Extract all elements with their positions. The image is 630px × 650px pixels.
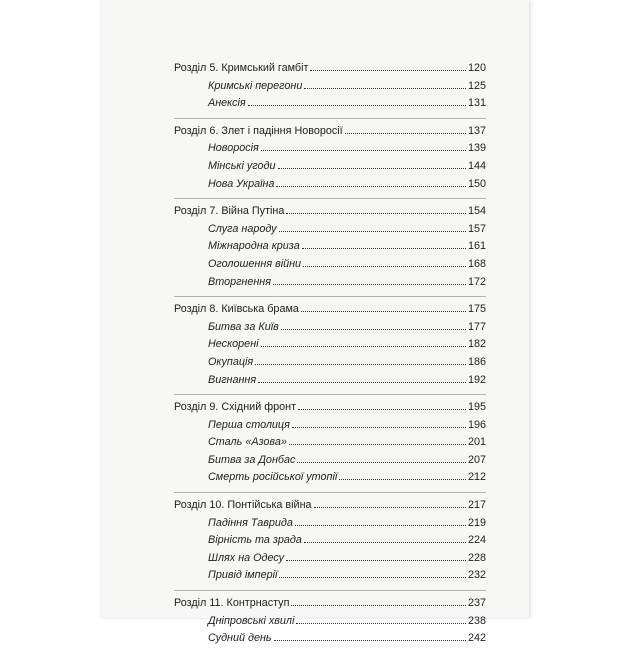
subentry-title: Окупація [208, 355, 254, 368]
subentry-title: Падіння Таврида [208, 516, 293, 529]
dot-leader [310, 62, 466, 71]
subentry-title: Оголошення війни [208, 257, 302, 270]
toc-chapter-heading [174, 401, 486, 419]
dot-leader [276, 178, 466, 187]
page-number: 219 [467, 516, 486, 529]
chapter-title: Розділ 9. Східний фронт [174, 401, 297, 414]
subentry-title: Перша столиця [208, 418, 290, 431]
page-number: 212 [467, 471, 486, 484]
page-number: 161 [467, 240, 486, 253]
dot-leader [303, 258, 466, 267]
dot-leader [296, 615, 466, 624]
page-number: 195 [467, 401, 486, 414]
page-number: 232 [467, 569, 486, 582]
toc-subentry [174, 338, 486, 356]
dot-leader [281, 321, 466, 330]
toc-subentry [174, 160, 486, 178]
toc-chapter [174, 62, 486, 115]
toc-chapter-heading [174, 62, 486, 80]
toc-chapter-heading [174, 597, 486, 615]
dot-leader [297, 454, 466, 463]
toc-subentry [174, 517, 486, 535]
subentry-title: Дніпровські хвилі [208, 614, 295, 627]
page-number: 137 [467, 124, 486, 137]
dot-leader [278, 160, 466, 169]
chapter-divider [174, 492, 486, 493]
dot-leader [295, 517, 466, 526]
toc-chapter [174, 597, 486, 650]
page-number: 175 [467, 303, 486, 316]
toc-subentry [174, 97, 486, 115]
toc-subentry [174, 419, 486, 437]
subentry-title: Сталь «Азова» [208, 436, 287, 449]
chapter-title: Розділ 6. Злет і падіння Новоросії [174, 124, 343, 137]
page-number: 144 [467, 159, 486, 172]
page-number: 154 [467, 205, 486, 218]
toc-subentry [174, 374, 486, 392]
page-number: 217 [467, 499, 486, 512]
subentry-title: Смерть російської утопії [208, 471, 338, 484]
dot-leader [314, 499, 466, 508]
subentry-title: Судний день [208, 632, 272, 645]
subentry-title: Кримські перегони [208, 79, 303, 92]
subentry-title: Нескорені [208, 338, 259, 351]
page-number: 237 [467, 597, 486, 610]
page-number: 139 [467, 142, 486, 155]
page-number: 228 [467, 551, 486, 564]
toc-subentry [174, 142, 486, 160]
subentry-title: Анексія [208, 97, 246, 110]
dot-leader [255, 356, 466, 365]
chapter-title: Розділ 7. Війна Путіна [174, 205, 285, 218]
page-number: 224 [467, 534, 486, 547]
page-number: 242 [467, 632, 486, 645]
chapter-divider [174, 118, 486, 119]
subentry-title: Вірність та зрада [208, 534, 302, 547]
page-number: 157 [467, 222, 486, 235]
toc-chapter-heading [174, 499, 486, 517]
subentry-title: Міжнародна криза [208, 240, 300, 253]
page-number: 207 [467, 453, 486, 466]
page-number: 120 [467, 62, 486, 74]
toc-subentry [174, 258, 486, 276]
dot-leader [302, 240, 466, 249]
dot-leader [292, 419, 466, 428]
page-number: 168 [467, 257, 486, 270]
dot-leader [301, 303, 466, 312]
chapter-title: Розділ 5. Кримський гамбіт [174, 62, 309, 74]
dot-leader [279, 223, 466, 232]
page-number: 125 [467, 79, 486, 92]
chapter-title: Розділ 11. Контрнаступ [174, 597, 290, 610]
toc-subentry [174, 552, 486, 570]
dot-leader [289, 436, 466, 445]
toc-subentry [174, 321, 486, 339]
subentry-title: Шлях на Одесу [208, 551, 285, 564]
toc-subentry [174, 223, 486, 241]
chapter-title: Розділ 8. Київська брама [174, 303, 299, 316]
dot-leader [286, 205, 466, 214]
subentry-title: Битва за Київ [208, 320, 279, 333]
toc-chapter-heading [174, 125, 486, 143]
page-number: 131 [467, 97, 486, 110]
page-number: 186 [467, 355, 486, 368]
dot-leader [291, 597, 466, 606]
dot-leader [339, 471, 466, 480]
dot-leader [279, 569, 466, 578]
table-of-contents [174, 62, 486, 650]
page-number: 192 [467, 373, 486, 386]
chapter-divider [174, 590, 486, 591]
page-number: 196 [467, 418, 486, 431]
dot-leader [304, 80, 466, 89]
page-number: 201 [467, 436, 486, 449]
subentry-title: Слуга народу [208, 222, 277, 235]
page-number: 177 [467, 320, 486, 333]
subentry-title: Вторгнення [208, 275, 272, 288]
toc-subentry [174, 534, 486, 552]
toc-chapter-heading [174, 303, 486, 321]
subentry-title: Новоросія [208, 142, 259, 155]
chapter-divider [174, 394, 486, 395]
toc-subentry [174, 454, 486, 472]
toc-chapter-heading [174, 205, 486, 223]
toc-subentry [174, 240, 486, 258]
toc-chapter [174, 401, 486, 489]
page-number: 150 [467, 177, 486, 190]
dot-leader [261, 338, 466, 347]
subentry-title: Мінські угоди [208, 159, 276, 172]
dot-leader [286, 552, 466, 561]
toc-subentry [174, 276, 486, 294]
page-number: 182 [467, 338, 486, 351]
toc-chapter [174, 499, 486, 587]
chapter-title: Розділ 10. Понтійська війна [174, 499, 312, 512]
chapter-divider [174, 198, 486, 199]
dot-leader [304, 534, 466, 543]
subentry-title: Нова Україна [208, 177, 275, 190]
subentry-title: Битва за Донбас [208, 453, 296, 466]
toc-chapter [174, 125, 486, 195]
toc-subentry [174, 471, 486, 489]
page-number: 172 [467, 275, 486, 288]
toc-subentry [174, 436, 486, 454]
toc-subentry [174, 569, 486, 587]
chapter-divider [174, 296, 486, 297]
subentry-title: Привід імперії [208, 569, 278, 582]
toc-subentry [174, 80, 486, 98]
dot-leader [258, 374, 466, 383]
dot-leader [248, 97, 466, 106]
dot-leader [261, 142, 466, 151]
toc-subentry [174, 178, 486, 196]
dot-leader [345, 125, 466, 134]
page-number: 238 [467, 614, 486, 627]
dot-leader [273, 276, 466, 285]
toc-subentry [174, 356, 486, 374]
toc-chapter [174, 205, 486, 293]
dot-leader [274, 632, 466, 641]
dot-leader [298, 401, 466, 410]
toc-chapter [174, 303, 486, 391]
subentry-title: Вигнання [208, 373, 257, 386]
toc-subentry [174, 632, 486, 650]
